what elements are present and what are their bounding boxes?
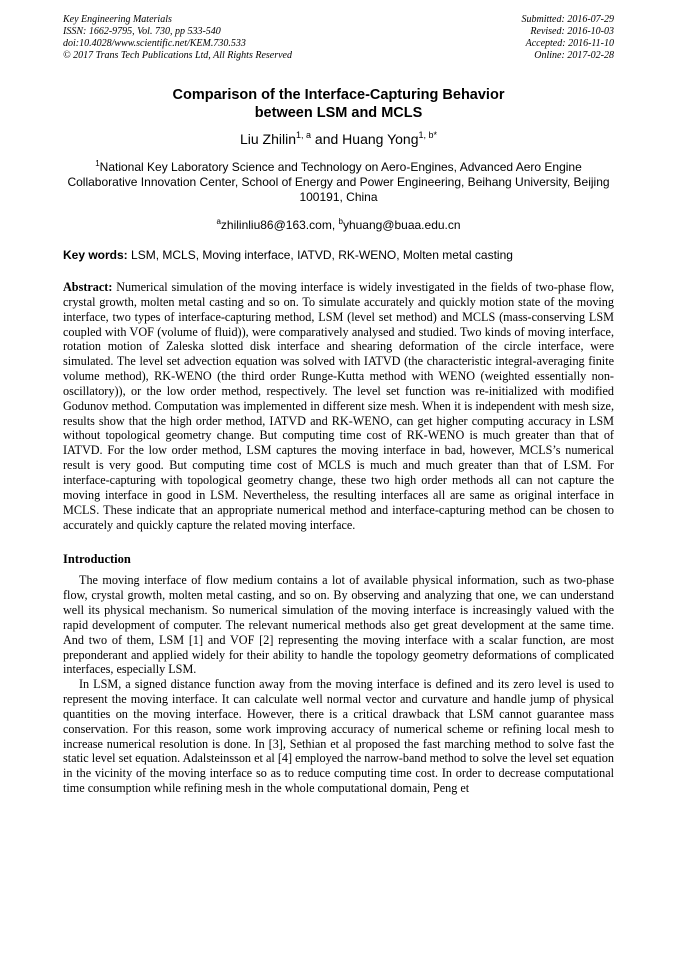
author-name: Liu Zhilin <box>239 131 297 147</box>
date-submitted: Submitted: 2016-07-29 <box>521 14 614 25</box>
section-heading-introduction: Introduction <box>63 552 131 567</box>
journal-info <box>63 14 292 62</box>
title-line-2: between LSM and MCLS <box>254 105 423 121</box>
date-revised: Revised: 2016-10-03 <box>530 26 614 37</box>
author-affiliation-mark: 1, a <box>296 130 312 140</box>
author-list <box>63 126 614 148</box>
abstract <box>63 280 614 532</box>
paragraph: The moving interface of flow medium contains a lot of available physical information, such as two-phase flow, crystal growth, molten metal casting, and so on. By observing and analyzing that one, we can understand well its physical mechanism. So numerical simulation of the moving interface is increasingly valued with the rapid development of computer. The relevant numerical methods also get great development at the same time. And two of them, LSM [1] and VOF [2] representing the moving interface with a scalar function, are most preponderant and applied widely for their ability to handle the topology geometry deformations of complicated interfaces, especially LSM. <box>63 573 614 677</box>
author-separator: and <box>311 131 343 147</box>
keywords <box>63 248 614 263</box>
author-affiliation-mark: 1, b* <box>418 130 437 140</box>
author-emails <box>63 214 614 233</box>
journal-doi: doi:10.4028/www.scientific.net/KEM.730.533 <box>63 38 246 49</box>
journal-header <box>63 14 614 62</box>
email-mark: b <box>338 217 343 226</box>
paper-title <box>63 86 614 122</box>
journal-copyright: © 2017 Trans Tech Publications Ltd, All Rights Reserved <box>63 50 292 61</box>
keywords-text: LSM, MCLS, Moving interface, IATVD, RK-WENO, Molten metal casting <box>127 248 513 262</box>
email-mark: a <box>216 217 221 226</box>
keywords-label: Key words: <box>63 248 128 262</box>
title-line-1: Comparison of the Interface-Capturing Behavior <box>172 87 505 103</box>
email-link[interactable]: zhilinliu86@163.com, <box>220 218 339 232</box>
abstract-text: Numerical simulation of the moving interface is widely investigated in the fields of two-phase flow, crystal growth, molten metal casting and so on. To simulate accurately and quickly motion state of the moving interface, two types of interface-capturing method, LSM (level set method) and MCLS (mass-conserving LSM coupled with VOF (volume of fluid)), were comparatively analysed and studied. Two kinds of moving interface, rotation motion of Zaleska slotted disk interface and shearing deformation of the circle interface, were simulated. The level set advection equation was solved with IATVD (the characteristic integral-averaging finite volume method), RK-WENO (the third order Runge-Kutta method with WENO (weighted essentially non-oscillatory)), or the low order method, respectively. The level set function was re-initialized with modified Godunov method. Computation was implemented in different size mesh. When it is independent with mesh size, results show that the high order method, IATVD and RK-WENO, can get higher computing accuracy in LSM without topological geometry change. But computing time cost of RK-WENO is much greater than that of IATVD. For the low order method, LSM captures the moving interface in bad, however, MCLS’s numerical result is very good. But computing time cost of MCLS is much and much greater than that of LSM. For interface-capturing with topological geometry change, these two high order methods all can not capture the moving interface in good in LSM. Nevertheless, the resulting interfaces all are same as original interface in MCLS. These indicate that an appropriate numerical method and interface-capturing method can be chosen to accurately and quickly capture the related moving interface. <box>63 280 614 532</box>
affiliation-text: National Key Laboratory Science and Technology on Aero-Engines, Advanced Aero Engine Collaborative Innovation Center, School of Energy and Power Engineering, Beihang University, Beijing 100191, China <box>67 160 610 204</box>
journal-issn: ISSN: 1662-9795, Vol. 730, pp 533-540 <box>63 26 221 37</box>
author-name: Huang Yong <box>342 131 419 147</box>
paper-page <box>63 14 614 796</box>
paragraph: In LSM, a signed distance function away from the moving interface is defined and its zero level is used to represent the moving interface. It can calculate well normal vector and curvature and handle jump of physical quantities on the moving interface. However, there is a critical drawback that LSM cannot guarantee mass conservation. For this reason, some work improving accuracy of numerical scheme or refining local mesh to increase numerical resolution is done. In [3], Sethian et al proposed the fast marching method to solve fast the static level set equation. Adalsteinsson et al [4] employed the narrow-band method to solve the level set equation in the vicinity of the moving interface so as to reduce computing time cost. In order to decrease computational time consumption while refining mesh in the whole computational domain, Peng et <box>63 677 614 796</box>
publication-dates <box>522 14 615 62</box>
date-accepted: Accepted: 2016-11-10 <box>525 38 614 49</box>
affiliation <box>63 156 614 205</box>
date-online: Online: 2017-02-28 <box>534 50 614 61</box>
abstract-label: Abstract: <box>63 280 113 294</box>
email-link[interactable]: yhuang@buaa.edu.cn <box>342 218 461 232</box>
journal-name: Key Engineering Materials <box>63 14 172 25</box>
affiliation-mark: 1 <box>95 159 100 168</box>
